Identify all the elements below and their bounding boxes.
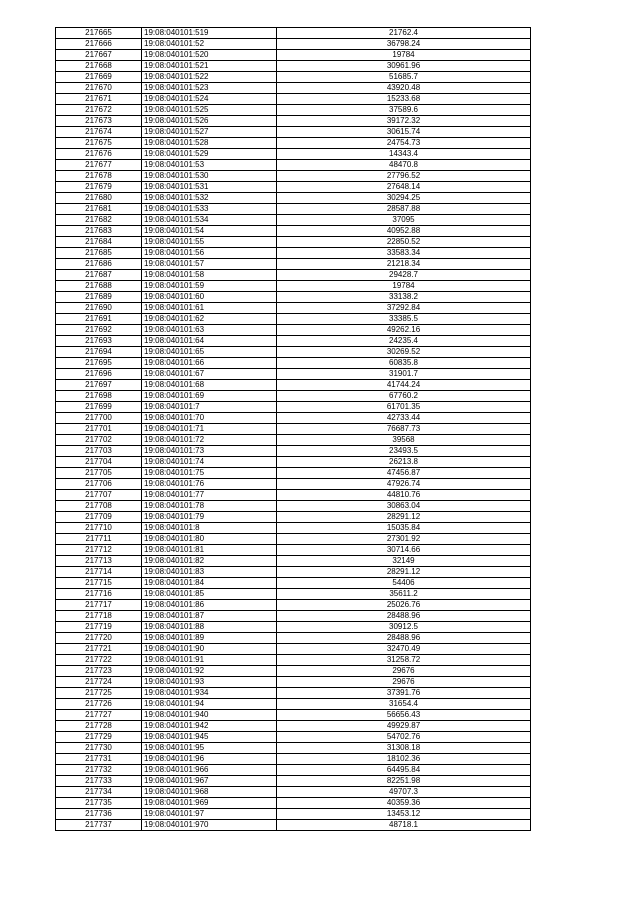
row-number-cell: 217725 xyxy=(56,688,142,699)
cadastral-number-cell: 19:08:040101:90 xyxy=(142,644,277,655)
cadastral-number-cell: 19:08:040101:522 xyxy=(142,72,277,83)
cadastral-number-cell: 19:08:040101:530 xyxy=(142,171,277,182)
table-row xyxy=(56,589,531,600)
row-number-cell: 217724 xyxy=(56,677,142,688)
row-number-cell: 217691 xyxy=(56,314,142,325)
row-number-cell: 217677 xyxy=(56,160,142,171)
table-row xyxy=(56,347,531,358)
cadastral-number-cell: 19:08:040101:967 xyxy=(142,776,277,787)
value-cell: 41744.24 xyxy=(277,380,531,391)
table-row xyxy=(56,787,531,798)
value-cell: 40952.88 xyxy=(277,226,531,237)
table-row xyxy=(56,633,531,644)
cadastral-number-cell: 19:08:040101:87 xyxy=(142,611,277,622)
table-row xyxy=(56,281,531,292)
table-row xyxy=(56,798,531,809)
value-cell: 30294.25 xyxy=(277,193,531,204)
row-number-cell: 217675 xyxy=(56,138,142,149)
cadastral-number-cell: 19:08:040101:95 xyxy=(142,743,277,754)
row-number-cell: 217735 xyxy=(56,798,142,809)
table-row xyxy=(56,358,531,369)
row-number-cell: 217690 xyxy=(56,303,142,314)
value-cell: 14343.4 xyxy=(277,149,531,160)
value-cell: 37391.76 xyxy=(277,688,531,699)
cadastral-number-cell: 19:08:040101:528 xyxy=(142,138,277,149)
value-cell: 18102.36 xyxy=(277,754,531,765)
value-cell: 42733.44 xyxy=(277,413,531,424)
row-number-cell: 217715 xyxy=(56,578,142,589)
cadastral-number-cell: 19:08:040101:57 xyxy=(142,259,277,270)
value-cell: 61701.35 xyxy=(277,402,531,413)
table-row xyxy=(56,259,531,270)
cadastral-number-cell: 19:08:040101:65 xyxy=(142,347,277,358)
cadastral-number-cell: 19:08:040101:53 xyxy=(142,160,277,171)
cadastral-number-cell: 19:08:040101:82 xyxy=(142,556,277,567)
value-cell: 30269.52 xyxy=(277,347,531,358)
cadastral-number-cell: 19:08:040101:60 xyxy=(142,292,277,303)
table-row xyxy=(56,534,531,545)
cadastral-number-cell: 19:08:040101:525 xyxy=(142,105,277,116)
row-number-cell: 217716 xyxy=(56,589,142,600)
value-cell: 28291.12 xyxy=(277,512,531,523)
table-row xyxy=(56,567,531,578)
cadastral-number-cell: 19:08:040101:52 xyxy=(142,39,277,50)
value-cell: 26213.8 xyxy=(277,457,531,468)
table-row xyxy=(56,512,531,523)
row-number-cell: 217726 xyxy=(56,699,142,710)
row-number-cell: 217731 xyxy=(56,754,142,765)
value-cell: 32149 xyxy=(277,556,531,567)
cadastral-number-cell: 19:08:040101:62 xyxy=(142,314,277,325)
row-number-cell: 217696 xyxy=(56,369,142,380)
row-number-cell: 217707 xyxy=(56,490,142,501)
table-body xyxy=(56,28,531,831)
value-cell: 21762.4 xyxy=(277,28,531,39)
table-row xyxy=(56,149,531,160)
row-number-cell: 217668 xyxy=(56,61,142,72)
cadastral-number-cell: 19:08:040101:84 xyxy=(142,578,277,589)
row-number-cell: 217683 xyxy=(56,226,142,237)
cadastral-number-cell: 19:08:040101:77 xyxy=(142,490,277,501)
table-row xyxy=(56,710,531,721)
cadastral-number-cell: 19:08:040101:521 xyxy=(142,61,277,72)
row-number-cell: 217666 xyxy=(56,39,142,50)
value-cell: 27796.52 xyxy=(277,171,531,182)
value-cell: 37095 xyxy=(277,215,531,226)
row-number-cell: 217697 xyxy=(56,380,142,391)
value-cell: 19784 xyxy=(277,50,531,61)
row-number-cell: 217729 xyxy=(56,732,142,743)
row-number-cell: 217733 xyxy=(56,776,142,787)
table-row xyxy=(56,61,531,72)
table-row xyxy=(56,523,531,534)
value-cell: 82251.98 xyxy=(277,776,531,787)
value-cell: 31308.18 xyxy=(277,743,531,754)
value-cell: 31258.72 xyxy=(277,655,531,666)
value-cell: 64495.84 xyxy=(277,765,531,776)
cadastral-number-cell: 19:08:040101:63 xyxy=(142,325,277,336)
cadastral-number-cell: 19:08:040101:934 xyxy=(142,688,277,699)
table-row xyxy=(56,457,531,468)
table-row xyxy=(56,270,531,281)
row-number-cell: 217693 xyxy=(56,336,142,347)
cadastral-number-cell: 19:08:040101:526 xyxy=(142,116,277,127)
table-row xyxy=(56,490,531,501)
value-cell: 48718.1 xyxy=(277,820,531,831)
value-cell: 67760.2 xyxy=(277,391,531,402)
cadastral-number-cell: 19:08:040101:969 xyxy=(142,798,277,809)
row-number-cell: 217684 xyxy=(56,237,142,248)
value-cell: 43920.48 xyxy=(277,83,531,94)
value-cell: 19784 xyxy=(277,281,531,292)
table-row xyxy=(56,380,531,391)
row-number-cell: 217692 xyxy=(56,325,142,336)
table-row xyxy=(56,215,531,226)
table-row xyxy=(56,39,531,50)
row-number-cell: 217702 xyxy=(56,435,142,446)
value-cell: 36798.24 xyxy=(277,39,531,50)
value-cell: 51685.7 xyxy=(277,72,531,83)
row-number-cell: 217719 xyxy=(56,622,142,633)
cadastral-number-cell: 19:08:040101:532 xyxy=(142,193,277,204)
cadastral-number-cell: 19:08:040101:58 xyxy=(142,270,277,281)
value-cell: 28587.88 xyxy=(277,204,531,215)
table-row xyxy=(56,600,531,611)
table-row xyxy=(56,556,531,567)
table-row xyxy=(56,226,531,237)
value-cell: 31654.4 xyxy=(277,699,531,710)
cadastral-number-cell: 19:08:040101:533 xyxy=(142,204,277,215)
row-number-cell: 217695 xyxy=(56,358,142,369)
cadastral-number-cell: 19:08:040101:55 xyxy=(142,237,277,248)
cadastral-number-cell: 19:08:040101:93 xyxy=(142,677,277,688)
row-number-cell: 217704 xyxy=(56,457,142,468)
value-cell: 49929.87 xyxy=(277,721,531,732)
row-number-cell: 217681 xyxy=(56,204,142,215)
row-number-cell: 217671 xyxy=(56,94,142,105)
cadastral-number-cell: 19:08:040101:75 xyxy=(142,468,277,479)
value-cell: 29428.7 xyxy=(277,270,531,281)
cadastral-number-cell: 19:08:040101:79 xyxy=(142,512,277,523)
row-number-cell: 217701 xyxy=(56,424,142,435)
cadastral-number-cell: 19:08:040101:88 xyxy=(142,622,277,633)
row-number-cell: 217669 xyxy=(56,72,142,83)
table-row xyxy=(56,369,531,380)
cadastral-number-cell: 19:08:040101:968 xyxy=(142,787,277,798)
row-number-cell: 217689 xyxy=(56,292,142,303)
value-cell: 35611.2 xyxy=(277,589,531,600)
table-row xyxy=(56,204,531,215)
row-number-cell: 217736 xyxy=(56,809,142,820)
value-cell: 27648.14 xyxy=(277,182,531,193)
value-cell: 49262.16 xyxy=(277,325,531,336)
row-number-cell: 217728 xyxy=(56,721,142,732)
table-row xyxy=(56,171,531,182)
value-cell: 25026.76 xyxy=(277,600,531,611)
cadastral-number-cell: 19:08:040101:89 xyxy=(142,633,277,644)
cadastral-number-cell: 19:08:040101:966 xyxy=(142,765,277,776)
table-row xyxy=(56,72,531,83)
value-cell: 44810.76 xyxy=(277,490,531,501)
value-cell: 54406 xyxy=(277,578,531,589)
row-number-cell: 217703 xyxy=(56,446,142,457)
row-number-cell: 217686 xyxy=(56,259,142,270)
table-row xyxy=(56,754,531,765)
table-row xyxy=(56,809,531,820)
table-row xyxy=(56,292,531,303)
table-row xyxy=(56,688,531,699)
value-cell: 33583.34 xyxy=(277,248,531,259)
cadastral-number-cell: 19:08:040101:91 xyxy=(142,655,277,666)
table-row xyxy=(56,501,531,512)
table-row xyxy=(56,325,531,336)
table-row xyxy=(56,336,531,347)
row-number-cell: 217680 xyxy=(56,193,142,204)
row-number-cell: 217732 xyxy=(56,765,142,776)
value-cell: 39568 xyxy=(277,435,531,446)
row-number-cell: 217679 xyxy=(56,182,142,193)
value-cell: 33385.5 xyxy=(277,314,531,325)
row-number-cell: 217698 xyxy=(56,391,142,402)
row-number-cell: 217699 xyxy=(56,402,142,413)
row-number-cell: 217673 xyxy=(56,116,142,127)
row-number-cell: 217706 xyxy=(56,479,142,490)
cadastral-number-cell: 19:08:040101:73 xyxy=(142,446,277,457)
table-row xyxy=(56,776,531,787)
table-row xyxy=(56,160,531,171)
value-cell: 29676 xyxy=(277,666,531,677)
table-row xyxy=(56,116,531,127)
cadastral-number-cell: 19:08:040101:531 xyxy=(142,182,277,193)
cadastral-number-cell: 19:08:040101:520 xyxy=(142,50,277,61)
row-number-cell: 217737 xyxy=(56,820,142,831)
cadastral-number-cell: 19:08:040101:66 xyxy=(142,358,277,369)
table-row xyxy=(56,413,531,424)
table-row xyxy=(56,83,531,94)
table-row xyxy=(56,743,531,754)
cadastral-number-cell: 19:08:040101:96 xyxy=(142,754,277,765)
row-number-cell: 217676 xyxy=(56,149,142,160)
table-row xyxy=(56,248,531,259)
data-table xyxy=(55,27,531,831)
cadastral-number-cell: 19:08:040101:83 xyxy=(142,567,277,578)
value-cell: 22850.52 xyxy=(277,237,531,248)
cadastral-number-cell: 19:08:040101:78 xyxy=(142,501,277,512)
table-row xyxy=(56,611,531,622)
table-row xyxy=(56,446,531,457)
value-cell: 76687.73 xyxy=(277,424,531,435)
row-number-cell: 217723 xyxy=(56,666,142,677)
table-row xyxy=(56,468,531,479)
table-row xyxy=(56,391,531,402)
value-cell: 47456.87 xyxy=(277,468,531,479)
row-number-cell: 217665 xyxy=(56,28,142,39)
table-row xyxy=(56,94,531,105)
value-cell: 30714.66 xyxy=(277,545,531,556)
table-row xyxy=(56,644,531,655)
cadastral-number-cell: 19:08:040101:81 xyxy=(142,545,277,556)
table-row xyxy=(56,666,531,677)
table-row xyxy=(56,138,531,149)
row-number-cell: 217727 xyxy=(56,710,142,721)
row-number-cell: 217705 xyxy=(56,468,142,479)
cadastral-number-cell: 19:08:040101:529 xyxy=(142,149,277,160)
cadastral-number-cell: 19:08:040101:80 xyxy=(142,534,277,545)
value-cell: 47926.74 xyxy=(277,479,531,490)
cadastral-number-cell: 19:08:040101:76 xyxy=(142,479,277,490)
row-number-cell: 217674 xyxy=(56,127,142,138)
table-row xyxy=(56,622,531,633)
table-row xyxy=(56,50,531,61)
table-row xyxy=(56,820,531,831)
table-row xyxy=(56,721,531,732)
table-row xyxy=(56,479,531,490)
row-number-cell: 217718 xyxy=(56,611,142,622)
value-cell: 48470.8 xyxy=(277,160,531,171)
value-cell: 56656.43 xyxy=(277,710,531,721)
value-cell: 39172.32 xyxy=(277,116,531,127)
row-number-cell: 217713 xyxy=(56,556,142,567)
cadastral-number-cell: 19:08:040101:69 xyxy=(142,391,277,402)
value-cell: 15035.84 xyxy=(277,523,531,534)
value-cell: 13453.12 xyxy=(277,809,531,820)
value-cell: 28291.12 xyxy=(277,567,531,578)
row-number-cell: 217708 xyxy=(56,501,142,512)
table-row xyxy=(56,435,531,446)
table-row xyxy=(56,402,531,413)
cadastral-number-cell: 19:08:040101:524 xyxy=(142,94,277,105)
cadastral-number-cell: 19:08:040101:85 xyxy=(142,589,277,600)
table-row xyxy=(56,105,531,116)
cadastral-number-cell: 19:08:040101:67 xyxy=(142,369,277,380)
cadastral-number-cell: 19:08:040101:523 xyxy=(142,83,277,94)
value-cell: 27301.92 xyxy=(277,534,531,545)
row-number-cell: 217717 xyxy=(56,600,142,611)
cadastral-number-cell: 19:08:040101:970 xyxy=(142,820,277,831)
row-number-cell: 217700 xyxy=(56,413,142,424)
value-cell: 37589.6 xyxy=(277,105,531,116)
row-number-cell: 217734 xyxy=(56,787,142,798)
row-number-cell: 217685 xyxy=(56,248,142,259)
cadastral-number-cell: 19:08:040101:945 xyxy=(142,732,277,743)
cadastral-number-cell: 19:08:040101:61 xyxy=(142,303,277,314)
table-row xyxy=(56,314,531,325)
row-number-cell: 217720 xyxy=(56,633,142,644)
value-cell: 30912.5 xyxy=(277,622,531,633)
value-cell: 28488.96 xyxy=(277,611,531,622)
row-number-cell: 217710 xyxy=(56,523,142,534)
row-number-cell: 217678 xyxy=(56,171,142,182)
row-number-cell: 217688 xyxy=(56,281,142,292)
value-cell: 24754.73 xyxy=(277,138,531,149)
value-cell: 33138.2 xyxy=(277,292,531,303)
row-number-cell: 217667 xyxy=(56,50,142,61)
value-cell: 21218.34 xyxy=(277,259,531,270)
table-row xyxy=(56,424,531,435)
value-cell: 23493.5 xyxy=(277,446,531,457)
cadastral-number-cell: 19:08:040101:94 xyxy=(142,699,277,710)
value-cell: 24235.4 xyxy=(277,336,531,347)
cadastral-number-cell: 19:08:040101:940 xyxy=(142,710,277,721)
value-cell: 28488.96 xyxy=(277,633,531,644)
table-row xyxy=(56,732,531,743)
cadastral-number-cell: 19:08:040101:942 xyxy=(142,721,277,732)
table-row xyxy=(56,677,531,688)
cadastral-number-cell: 19:08:040101:534 xyxy=(142,215,277,226)
row-number-cell: 217709 xyxy=(56,512,142,523)
row-number-cell: 217682 xyxy=(56,215,142,226)
value-cell: 31901.7 xyxy=(277,369,531,380)
table-row xyxy=(56,765,531,776)
cadastral-number-cell: 19:08:040101:59 xyxy=(142,281,277,292)
cadastral-number-cell: 19:08:040101:54 xyxy=(142,226,277,237)
row-number-cell: 217687 xyxy=(56,270,142,281)
table-row xyxy=(56,28,531,39)
table-row xyxy=(56,193,531,204)
table-row xyxy=(56,182,531,193)
table-row xyxy=(56,655,531,666)
value-cell: 40359.36 xyxy=(277,798,531,809)
row-number-cell: 217694 xyxy=(56,347,142,358)
value-cell: 37292.84 xyxy=(277,303,531,314)
value-cell: 30863.04 xyxy=(277,501,531,512)
value-cell: 60835.8 xyxy=(277,358,531,369)
value-cell: 54702.76 xyxy=(277,732,531,743)
cadastral-number-cell: 19:08:040101:68 xyxy=(142,380,277,391)
cadastral-number-cell: 19:08:040101:8 xyxy=(142,523,277,534)
table-row xyxy=(56,578,531,589)
cadastral-number-cell: 19:08:040101:56 xyxy=(142,248,277,259)
cadastral-number-cell: 19:08:040101:97 xyxy=(142,809,277,820)
cadastral-number-cell: 19:08:040101:71 xyxy=(142,424,277,435)
value-cell: 15233.68 xyxy=(277,94,531,105)
cadastral-number-cell: 19:08:040101:519 xyxy=(142,28,277,39)
value-cell: 29676 xyxy=(277,677,531,688)
table-row xyxy=(56,127,531,138)
value-cell: 49707.3 xyxy=(277,787,531,798)
value-cell: 30615.74 xyxy=(277,127,531,138)
row-number-cell: 217721 xyxy=(56,644,142,655)
row-number-cell: 217730 xyxy=(56,743,142,754)
table-row xyxy=(56,699,531,710)
row-number-cell: 217672 xyxy=(56,105,142,116)
row-number-cell: 217670 xyxy=(56,83,142,94)
cadastral-number-cell: 19:08:040101:70 xyxy=(142,413,277,424)
table-row xyxy=(56,545,531,556)
value-cell: 32470.49 xyxy=(277,644,531,655)
cadastral-number-cell: 19:08:040101:527 xyxy=(142,127,277,138)
cadastral-number-cell: 19:08:040101:92 xyxy=(142,666,277,677)
row-number-cell: 217722 xyxy=(56,655,142,666)
cadastral-number-cell: 19:08:040101:74 xyxy=(142,457,277,468)
value-cell: 30961.96 xyxy=(277,61,531,72)
row-number-cell: 217714 xyxy=(56,567,142,578)
row-number-cell: 217711 xyxy=(56,534,142,545)
table-row xyxy=(56,303,531,314)
cadastral-number-cell: 19:08:040101:86 xyxy=(142,600,277,611)
cadastral-number-cell: 19:08:040101:7 xyxy=(142,402,277,413)
cadastral-number-cell: 19:08:040101:64 xyxy=(142,336,277,347)
row-number-cell: 217712 xyxy=(56,545,142,556)
table-row xyxy=(56,237,531,248)
cadastral-number-cell: 19:08:040101:72 xyxy=(142,435,277,446)
